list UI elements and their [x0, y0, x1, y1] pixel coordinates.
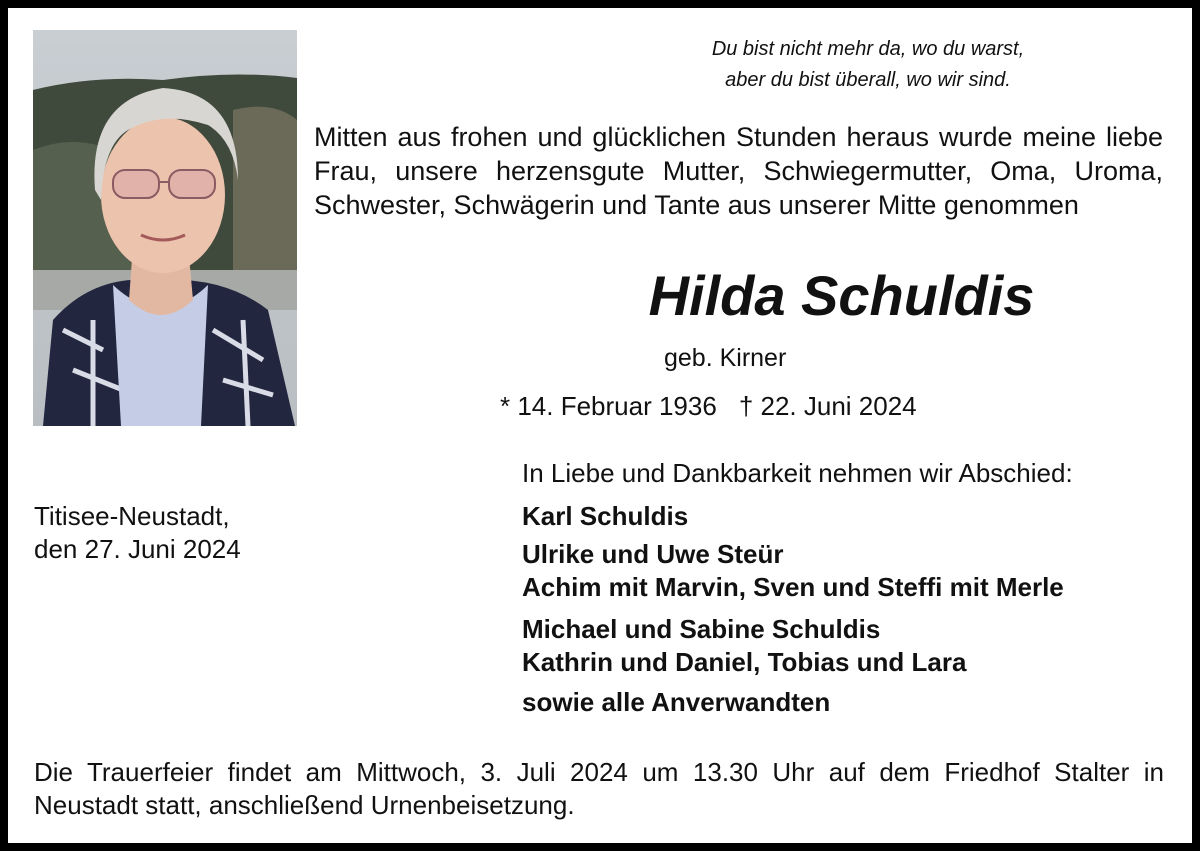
obituary-card [8, 8, 1192, 843]
deceased-name: Hilda Schuldis [648, 264, 1035, 327]
quote-line-1: Du bist nicht mehr da, wo du warst, [711, 38, 1025, 60]
birth-date: * 14. Februar 1936 [500, 391, 717, 421]
mourner-entry: Ulrike und Uwe Steür [522, 539, 784, 569]
intro-paragraph: Mitten aus frohen und glücklichen Stunden heraus wurde meine liebe Frau, unsere herzensgute Mutter, Schwiegermutter, Oma, Uroma, Schwester, Schwägerin und Tante aus unserer Mitte genommen [314, 122, 1163, 220]
mourner-entry: Kathrin und Daniel, Tobias und Lara [522, 647, 967, 677]
portrait-photo [33, 30, 297, 426]
mourner-entry: Karl Schuldis [522, 501, 689, 531]
portrait-image [33, 30, 297, 426]
place-and-date [34, 500, 241, 566]
quote-line-2: aber du bist überall, wo wir sind. [725, 69, 1011, 91]
mourner-entry: Achim mit Marvin, Sven und Steffi mit Merle [522, 572, 1064, 602]
life-dates [500, 389, 917, 423]
epigraph-quote [568, 34, 1168, 96]
mourner-entry: Michael und Sabine Schuldis [522, 614, 881, 644]
death-date: † 22. Juni 2024 [738, 391, 917, 421]
mourner-entry: sowie alle Anverwandten [522, 687, 831, 717]
date-line: den 27. Juni 2024 [34, 534, 241, 564]
birth-name: geb. Kirner [664, 344, 787, 372]
ceremony-notice: Die Trauerfeier findet am Mittwoch, 3. Juli 2024 um 13.30 Uhr auf dem Friedhof Stalter in Neustadt statt, anschließend Urnenbeisetzung. [34, 757, 1164, 820]
farewell-line: In Liebe und Dankbarkeit nehmen wir Abschied: [522, 458, 1073, 488]
deceased-name-block [314, 261, 1163, 331]
place-line: Titisee-Neustadt, [34, 501, 230, 531]
